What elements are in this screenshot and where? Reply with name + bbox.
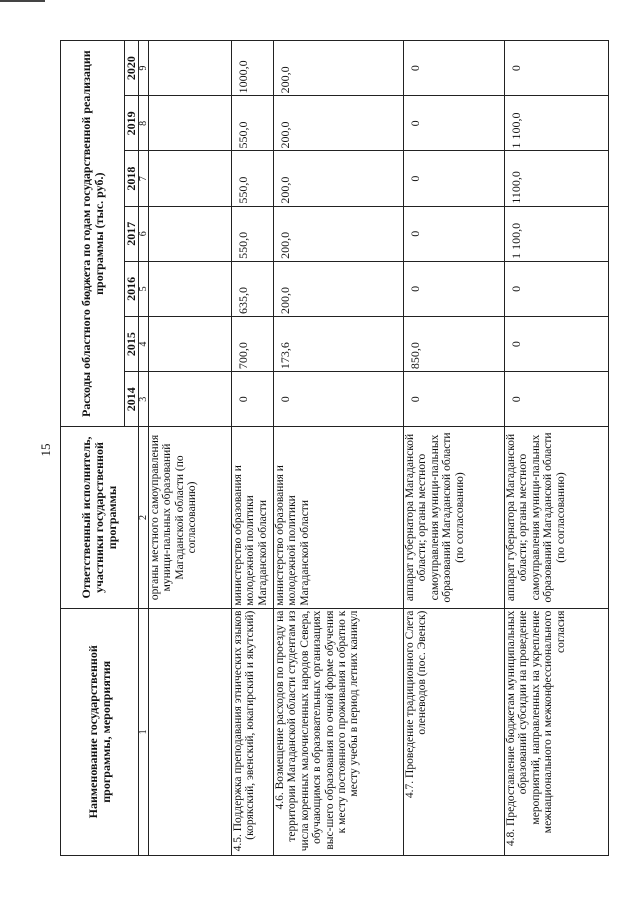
year-2017: 2017: [125, 206, 139, 261]
executor: министерство образования и молодежной политики Магаданской области: [232, 427, 274, 608]
executor-text: органы местного самоуправления муници-пальных образований Магаданской области (по согласованию): [149, 434, 199, 601]
header-name: Наименование государственной программы, мероприятия: [61, 608, 139, 855]
value-2017: 0: [404, 206, 505, 261]
year-2015: 2015: [125, 317, 139, 372]
value-2016: 200,0: [274, 261, 404, 316]
executor-text: аппарат губернатора Магаданской области; органы местного самоуправления муници-пальных образований Магаданской области (по согласованию): [404, 432, 466, 603]
header-budget: Расходы областного бюджета по годам государственной реализации программы (тыс. руб.): [61, 41, 125, 427]
value-2017: 1 100,0: [505, 206, 609, 261]
rotated-page: [60, 40, 623, 856]
table-row: [505, 41, 609, 856]
executor: [149, 427, 232, 608]
scan-edge-line: [0, 0, 45, 2]
executor: [404, 427, 505, 608]
value-2020: 0: [404, 41, 505, 96]
measure-name: [149, 608, 232, 855]
value-2020: 0: [505, 41, 609, 96]
table-row: [232, 41, 274, 856]
value-2014: 0: [274, 372, 404, 427]
year-2016: 2016: [125, 261, 139, 316]
col-number: 5: [139, 261, 149, 316]
col-number: 3: [139, 372, 149, 427]
measure-name: 4.7. Проведение традиционного Слета оленеводов (пос. Эвенск): [404, 608, 505, 855]
page-number: 15: [38, 443, 53, 457]
col-number: 4: [139, 317, 149, 372]
value-2017: 550,0: [232, 206, 274, 261]
value-2014: 0: [232, 372, 274, 427]
budget-table: [60, 40, 609, 856]
col-number: 1: [139, 608, 149, 855]
table-row: [404, 41, 505, 856]
measure-name: 4.6. Возмещение расходов по проезду на территории Магаданской области студентам из числа коренных малочисленных народов Севера, обучающимся в образовательных организациях выс-шего образования по очной форме обучения к месту постоянного проживания и обратно к месту учебы в период летних каникул: [274, 608, 404, 855]
table-row: [274, 41, 404, 856]
value-2017: 200,0: [274, 206, 404, 261]
value-2018: [149, 151, 232, 206]
col-number: 6: [139, 206, 149, 261]
value-2014: 0: [404, 372, 505, 427]
table-row: [149, 41, 232, 856]
value-2019: [149, 96, 232, 151]
value-2020: [149, 41, 232, 96]
value-2016: 635,0: [232, 261, 274, 316]
value-2014: 0: [505, 372, 609, 427]
value-2020: 1000,0: [232, 41, 274, 96]
col-number: 9: [139, 41, 149, 96]
value-2018: 1100,0: [505, 151, 609, 206]
executor: [505, 427, 609, 608]
year-2019: 2019: [125, 96, 139, 151]
value-2015: 0: [505, 317, 609, 372]
executor: министерство образования и молодежной политики Магаданской области: [274, 427, 404, 608]
col-number: 8: [139, 96, 149, 151]
value-2015: 850,0: [404, 317, 505, 372]
year-2020: 2020: [125, 41, 139, 96]
value-2018: 550,0: [232, 151, 274, 206]
executor-text: аппарат губернатора Магаданской области; органы местного самоуправления муници-пальных образований Магаданской области (по согласованию): [505, 432, 567, 603]
value-2014: [149, 372, 232, 427]
col-number: 2: [139, 427, 149, 608]
value-2015: [149, 317, 232, 372]
header-executor: Ответственный исполнитель, участники государственной программы: [61, 427, 139, 608]
value-2016: [149, 261, 232, 316]
year-2014: 2014: [125, 372, 139, 427]
value-2019: 0: [404, 96, 505, 151]
value-2020: 200,0: [274, 41, 404, 96]
measure-name: 4.8. Предоставление бюджетам муниципальных образований субсидии на проведение мероприятий, направленных на укрепление межнационального и межконфессионального согласия: [505, 608, 609, 855]
value-2019: 550,0: [232, 96, 274, 151]
value-2016: 0: [404, 261, 505, 316]
value-2019: 1 100,0: [505, 96, 609, 151]
value-2018: 200,0: [274, 151, 404, 206]
value-2017: [149, 206, 232, 261]
value-2018: 0: [404, 151, 505, 206]
col-number: 7: [139, 151, 149, 206]
year-2018: 2018: [125, 151, 139, 206]
value-2016: 0: [505, 261, 609, 316]
value-2015: 173,6: [274, 317, 404, 372]
value-2019: 200,0: [274, 96, 404, 151]
measure-name: 4.5. Поддержка преподавания этнических языков (корякский, эвенский, юкагирский и якутский): [232, 608, 274, 855]
value-2015: 700,0: [232, 317, 274, 372]
